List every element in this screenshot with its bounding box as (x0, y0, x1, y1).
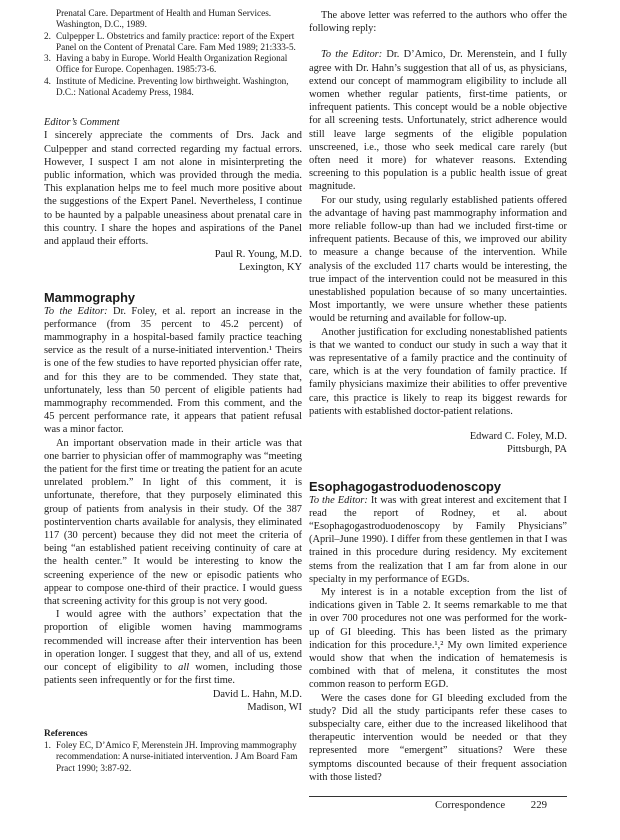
top-references (44, 8, 302, 98)
editor-comment-heading: Editor’s Comment (44, 117, 120, 129)
reference-item: 3. Having a baby in Europe. World Health Organization Regional Office for Europe. Copenhagen. 1985:73-6. (44, 53, 288, 75)
right-column (309, 0, 567, 784)
reply-paragraph-3: Another justification for excluding nonestablished patients is that we wanted to conduct our study in such a way that it was representative of a family practice and the continuity of care, which is at the very foundation of family practice. If family physicians maximize their abilities to offer preventive care, this practice is likely to reap its biggest rewards for patients with established doctor-patient relations. (309, 326, 567, 417)
reply-paragraph-2: For our study, using regularly established patients offered the advantage of having past mammography information and more reliable follow-up than had we included first-time or infrequent patients. Because of this, we improved our ability to measure a change because of the intervention. While analysis of the excluded 117 charts would be interesting, the true impact of the intervention could not be measured in this unestablished population because of so many uncertainties. Most importantly, we were unsure whether these patients would be returning and available for follow-up. (309, 194, 567, 325)
reply-intro: The above letter was referred to the authors who offer the following reply: (309, 10, 567, 35)
mammography-paragraph-1: To the Editor: Dr. Foley, et al. report an increase in the performance (from 35 percent to 45.2 percent) of mammography in a hospital-based family practice teaching service as the result of a nurse-initiated intervention.¹ Theirs is one of the few studies to have reported physician offer rate, and for this they are to be commended. They state that, unfortunately, less than 50 percent of eligible patients had mammography recommended. From this comment, and the 45 percent performance rate, it appears that patient refusal was a minor factor. (44, 305, 302, 436)
page-footer (309, 796, 567, 816)
reference-item: Prenatal Care. Department of Health and Human Services. Washington, D.C., 1989. (56, 8, 272, 30)
mammography-paragraph-2: An important observation made in their article was that one barrier to physician offer of mammography was “meeting the patient for the first time or treating the patient for an acute unrelated problem.” In light of this comment, it is unfortunate, therefore, that they purposely eliminated this group of patients from analysis in their study. Of the 387 postintervention charts available for analysis, they eliminated 117 (30 percent) because they did not meet the criteria of being “an established patient receiving continuity of care at the health center.” It would be interesting to know the screening experience of the new or episodic patients who appear to compose one-third of their practice. I would guess that screening activity for this group is not very good. (44, 437, 302, 608)
editor-comment-text: I sincerely appreciate the comments of Drs. Jack and Culpepper and stand corrected regarding my factual errors. However, I suspect I am not alone in misinterpreting the public information, which was provided through the media. This explanation helps me to feel much more positive about the suggestions of the Expert Panel. Nevertheless, I continue to be haunted by a palpable uneasiness about prenatal care in this country. I share the hopes and aspirations of the Panel and applaud their efforts. (44, 130, 302, 247)
egd-paragraph-1: To the Editor: It was with great interest and excitement that I read the report of Rodney, et al. about “Esophagogastroduodenoscopy by Family Physicians” (April–June 1990). I differ from these gentlemen in that I was trained in this procedure during residency. My excitement stems from the realization that I am far from alone in our specialty in my performance of EGDs. (309, 494, 567, 585)
reference-item: 1. Foley EC, D’Amico F, Merenstein JH. Improving mammography recommendation: A nurse-initiated intervention. J Am Board Fam Pract 1990; 3:87-92. (44, 739, 298, 773)
mammography-heading: Mammography (44, 289, 136, 305)
reference-item: 4. Institute of Medicine. Preventing low birthweight. Washington, D.C.: National Academy Press, 1984. (44, 75, 289, 98)
egd-paragraph-2: My interest is in a notable exception from the list of indications given in Table 2. It seems remarkable to me that in over 700 procedures not one was performed for the work-up of GI bleeding. This has been listed as the primary indication for this procedure.¹,² My own limited experience would show that when the indication of hematemesis is combined with that of melena, it constitutes the most common reason to perform EGD. (309, 586, 567, 691)
mammography-paragraph-3: I would agree with the authors’ expectation that the proportion of eligible women having mammograms recommended will increase after their intervention has been in operation longer. I suggest that they, and all of us, extend our concept of eligibility to all women, including those patients seen infrequently or for the first time. (44, 609, 302, 687)
editor-signature-place: Lexington, KY (239, 262, 302, 274)
reply-signature-place: Pittsburgh, PA (506, 444, 567, 456)
reply-signature-name: Edward C. Foley, M.D. (469, 431, 567, 443)
reply-paragraph-1: To the Editor: Dr. D’Amico, Dr. Merenstein, and I fully agree with Dr. Hahn’s suggestion that all of us, as physicians, extend our concept of mammogram eligibility to include all women whether regular patients, first-time patients, or infrequent patients. This concept would be a noble objective for all screening tests. Unfortunately, strict adherence would still leave large segments of the eligible population unscreened, i.e., those who seek medical care rarely (but often need it more) for whatever reasons. Extending screening to this population is a public health issue of great magnitude. (309, 49, 567, 193)
mammography-signature-name: David L. Hahn, M.D. (212, 688, 302, 700)
egd-paragraph-3: Were the cases done for GI bleeding excluded from the study? Did all the study participants refer these cases to subspecialty care, either due to the increased likelihood that therapeutic intervention would be needed or that they represented more “emergent” situations? Were these symptoms discounted because of their frequent association with those listed? (309, 692, 567, 783)
left-column (44, 0, 302, 774)
reference-item: 2. Culpepper L. Obstetrics and family practice: report of the Expert Panel on the Content of Prenatal Care. Fam Med 1989; 21:333-5. (44, 30, 296, 52)
section-name: Correspondence (435, 799, 506, 811)
page-number: 229 (530, 799, 547, 811)
egd-heading: Esophagogastroduodenoscopy (309, 478, 501, 494)
editor-signature-name: Paul R. Young, M.D. (214, 249, 302, 261)
footer-rule (309, 796, 567, 797)
mammography-signature-place: Madison, WI (247, 701, 302, 713)
bottom-references (44, 740, 302, 774)
references-heading: References (44, 728, 88, 739)
